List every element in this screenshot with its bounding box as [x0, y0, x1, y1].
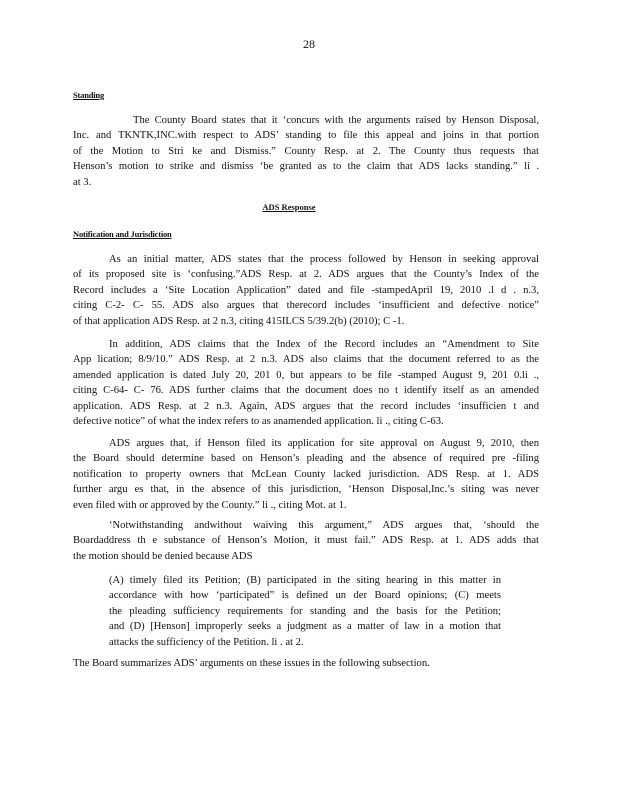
- paragraph-line: In addition, ADS claims that the Index of the Record includes an “Amendment to Site: [109, 339, 539, 350]
- paragraph-line: even filed with or approved by the County.” li ., citing Mot. at 1.: [73, 499, 347, 511]
- paragraph-line: the motion should be denied because ADS: [73, 550, 253, 562]
- paragraph-initial-matter: [73, 252, 539, 329]
- paragraph-line: of that application ADS Resp. at 2 n.3, citing 415ILCS 5/39.2(b) (2010); C -1.: [73, 315, 405, 327]
- paragraph-line: Henson’s motion to strike and dismiss ‘be granted as to the claim that ADS lacks standing.” li .: [73, 161, 539, 173]
- heading-standing: Standing: [73, 90, 105, 100]
- paragraph-line: notification to property owners that McLean County lacked jurisdiction. ADS Resp. at 1. ADS: [73, 468, 539, 480]
- paragraph-line: at 3.: [73, 176, 92, 188]
- paragraph-line: of the Motion to Stri ke and Dismiss.” County Resp. at 2. The County thus requests that: [73, 145, 539, 157]
- summary-paragraph: [73, 656, 539, 671]
- paragraph-line: As an initial matter, ADS states that the process followed by Henson in seeking approval: [109, 254, 539, 265]
- block-quote: [109, 573, 501, 650]
- paragraph-line: The County Board states that it ‘concurs with the arguments raised by Henson Disposal,: [133, 115, 539, 126]
- paragraph-line: application. ADS Resp. at 2 n.3. Again, ADS argues that the record includes ‘insufficien t and: [73, 400, 539, 412]
- quote-line: attacks the sufficiency of the Petition. li . at 2.: [109, 636, 304, 648]
- paragraph-line: Record includes a ‘Site Location Application” dated and file -stampedApril 19, 2010 .l d . n.3,: [73, 284, 539, 296]
- paragraph-line: further argu es that, in the absence of this jurisdiction, ‘Henson Disposal,Inc.’s siting was never: [73, 484, 539, 496]
- page-number: 28: [303, 37, 315, 51]
- paragraph-line: citing C-2- C- 55. ADS also argues that therecord includes ‘insufficient and defective notice”: [73, 300, 539, 312]
- paragraph-line: The Board summarizes ADS’ arguments on these issues in the following subsection.: [73, 658, 430, 669]
- paragraph-line: App lication; 8/9/10.” ADS Resp. at 2 n.3. ADS also claims that the document referred to as the: [73, 354, 539, 366]
- paragraph-line: citing C-64- C- 76. ADS further claims that the document does no t identify itself as an amended: [73, 385, 539, 397]
- paragraph-in-addition: [73, 337, 539, 429]
- paragraph-line: Boardaddress th e substance of Henson’s Motion, it must fail.” ADS Resp. at 1. ADS adds that: [73, 535, 539, 547]
- heading-ads-response: ADS Response: [262, 202, 316, 212]
- heading-notification-jurisdiction: Notification and Jurisdiction: [73, 229, 172, 239]
- quote-line: and (D) [Henson] improperly seeks a judgment as a matter of law in a motion that: [109, 621, 501, 633]
- paragraph-ads-argues: [73, 436, 539, 513]
- paragraph-notwithstanding: [73, 518, 539, 564]
- standing-paragraph: [73, 113, 539, 190]
- quote-line: accordance with how ‘participated” is defined un der Board opinions; (C) meets: [109, 590, 501, 602]
- paragraph-line: the Board should determine based on Henson’s pleading and the absence of required pre -filing: [73, 453, 539, 465]
- paragraph-line: defective notice” of what the index refers to as anamended application. li ., citing C-63.: [73, 416, 444, 428]
- paragraph-line: of its proposed site is ‘confusing.”ADS Resp. at 2. ADS argues that the County’s Index of the: [73, 269, 539, 281]
- quote-line: the pleading sufficiency requirements for standing and the basis for the Petition;: [109, 605, 501, 617]
- paragraph-line: amended application is dated July 20, 201 0, but appears to be file -stamped August 9, 201 0.li .,: [73, 369, 539, 381]
- paragraph-line: ‘Notwithstanding andwithout waiving this argument,” ADS argues that, ‘should the: [109, 520, 539, 531]
- quote-line: (A) timely filed its Petition; (B) participated in the siting hearing in this matter in: [109, 575, 501, 586]
- paragraph-line: ADS argues that, if Henson filed its application for site approval on August 9, 2010, then: [109, 438, 539, 449]
- paragraph-line: Inc. and TKNTK,INC.with respect to ADS’ standing to file this appeal and joins in that portion: [73, 130, 539, 142]
